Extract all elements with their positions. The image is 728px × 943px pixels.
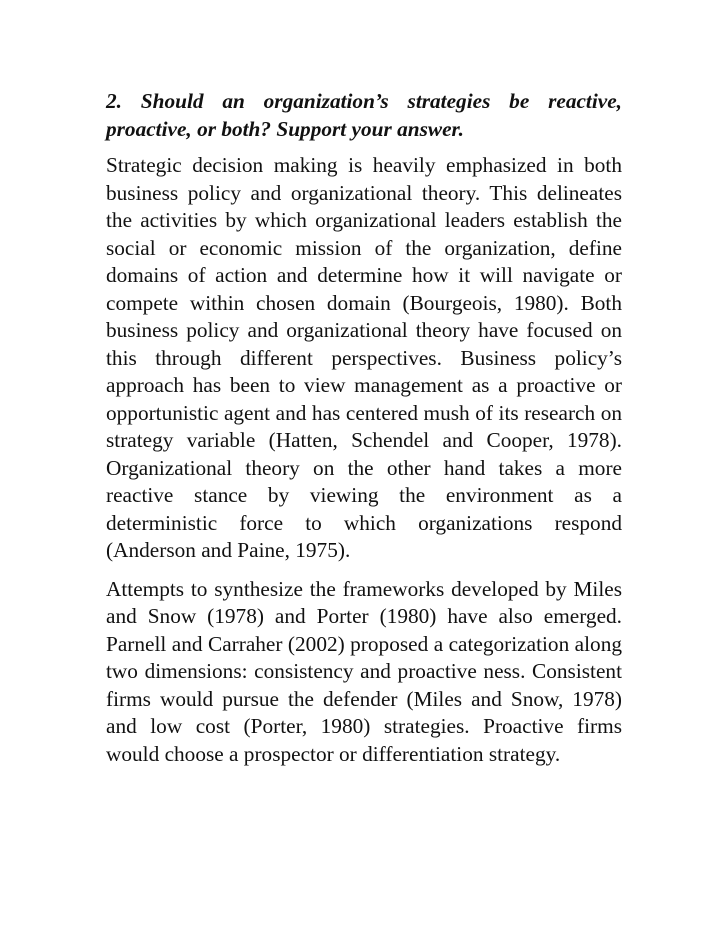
paragraph-strategic-decision-making: Strategic decision making is heavily emphasized in both business policy and organizational theory. This delineates the activities by which organizational leaders establish the social or economic mission of the organization, define domains of action and determine how it will navigate or compete within chosen domain (Bourgeois, 1980). Both business policy and organizational theory have focused on this through different perspectives. Business policy’s approach has been to view management as a proactive or opportunistic agent and has centered mush of its research on strategy variable (Hatten, Schendel and Cooper, 1978). Organizational theory on the other hand takes a more reactive stance by viewing the environment as a deterministic force to which organizations respond (Anderson and Paine, 1975). xyxy=(106,153,622,562)
paragraph-synthesis-frameworks: Attempts to synthesize the frameworks developed by Miles and Snow (1978) and Porter (1980) have also emerged. Parnell and Carraher (2002) proposed a categorization along two dimensions: consistency and proactive ness. Consistent firms would pursue the defender (Miles and Snow, 1978) and low cost (Porter, 1980) strategies. Proactive firms would choose a prospector or differentiation strategy. xyxy=(106,576,622,766)
question-heading: 2. Should an organization’s strategies be reactive, proactive, or both? Support your answer. xyxy=(106,89,622,141)
